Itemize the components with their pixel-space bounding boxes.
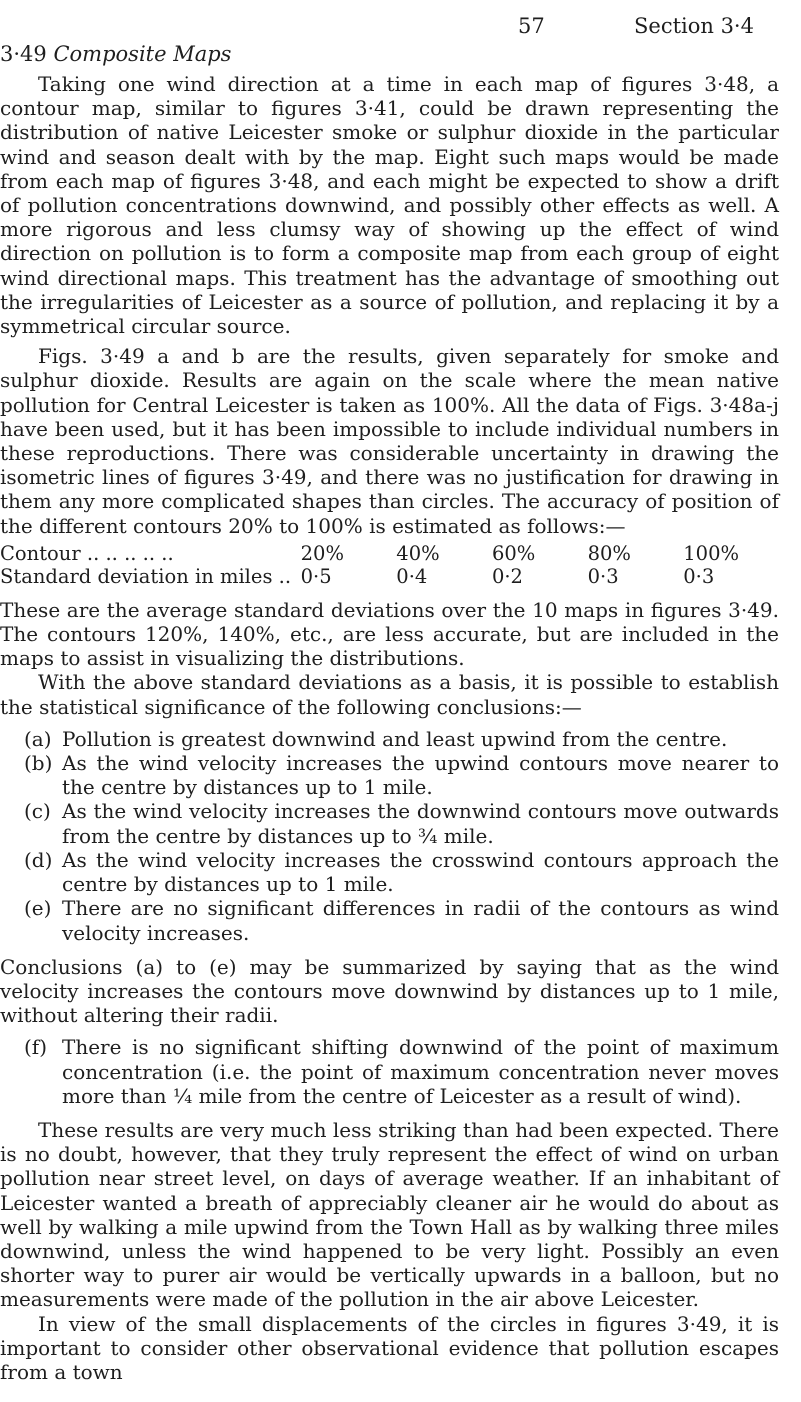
deviation-value: 0·4 (396, 564, 428, 588)
item-key: (d) (24, 847, 53, 872)
list-item (0, 727, 779, 751)
item-key: (b) (24, 751, 53, 776)
paragraph-5: Conclusions (a) to (e) may be summarized by saying that as the wind velocity increases the contours move downwind by distances up to 1 mile, without altering their radii. (0, 954, 779, 1028)
item-text: There is no significant shifting downwind of the point of maximum concentration (i.e. the point of maximum concentration never moves more than ¼ mile from the centre of Leicester as a result of wind). (62, 1035, 779, 1108)
item-text: As the wind velocity increases the upwind contours move nearer to the centre by distances up to 1 mile. (62, 751, 779, 800)
row-label-deviation: Standard deviation in miles .. (0, 564, 292, 588)
item-key: (c) (24, 799, 51, 824)
contour-value: 40% (396, 541, 440, 565)
paragraph-2: Figs. 3·49 a and b are the results, given separately for smoke and sulphur dioxide. Results are again on the scale where the mean native pollution for Central Leicester is taken as 100%. All the data of Figs. 3·48a-j have been used, but it has been impossible to include individual numbers in these reproductions. There was considerable uncertainty in drawing the isometric lines of figures 3·49, and there was no justification for drawing in them any more complicated shapes than circles. The accuracy of position of the different contours 20% to 100% is estimated as follows:— (0, 344, 779, 538)
list-item (0, 896, 779, 944)
standard-deviation-table (0, 542, 779, 588)
deviation-value: 0·3 (683, 564, 715, 588)
contour-value: 80% (587, 541, 631, 565)
paragraph-4: With the above standard deviations as a basis, it is possible to establish the statistical significance of the following conclusions:— (0, 670, 779, 719)
paragraph-6: These results are very much less striking than had been expected. There is no doubt, however, that they truly represent the effect of wind on urban pollution near street level, on days of average weather. If an inhabitant of Leicester wanted a breath of appreciably cleaner air he would do about as well by walking a mile upwind from the Town Hall as by walking three miles downwind, unless the wind happened to be very light. Possibly an even shorter way to purer air would be vertically upwards in a balloon, but no measurements were made of the pollution in the air above Leicester. (0, 1117, 779, 1312)
item-text: Pollution is greatest downwind and least upwind from the centre. (62, 726, 728, 751)
paragraph-3: These are the average standard deviations over the 10 maps in figures 3·49. The contours 120%, 140%, etc., are less accurate, but are included in the maps to assist in visualizing the distributions. (0, 597, 779, 671)
list-item (0, 799, 779, 847)
section-title (0, 42, 779, 66)
list-item (0, 751, 779, 799)
contour-value: 60% (491, 541, 536, 565)
item-key: (a) (24, 726, 52, 751)
item-text: There are no significant differences in radii of the contours as wind velocity increases. (62, 896, 779, 945)
deviation-value: 0·2 (491, 564, 523, 588)
item-text: As the wind velocity increases the downwind contours move outwards from the centre by distances up to ¾ mile. (62, 799, 779, 848)
row-label-contour: Contour .. .. .. .. .. (0, 541, 174, 565)
table-row-contour (0, 542, 779, 565)
item-key: (f) (24, 1035, 48, 1060)
paragraph-1: Taking one wind direction at a time in each map of figures 3·48, a contour map, similar to figures 3·41, could be drawn representing the distribution of native Leicester smoke or sulphur dioxide in the particular wind and season dealt with by the map. Eight such maps would be made from each map of figures 3·48, and each might be expected to show a drift of pollution concentrations downwind, and possibly other effects as well. A more rigorous and less clumsy way of showing up the effect of wind direction on pollution is to form a composite map from each group of eight wind directional maps. This treatment has the advantage of smoothing out the irregularities of Leicester as a source of pollution, and replacing it by a symmetrical circular source. (0, 72, 779, 339)
section-title-text: Composite Maps (53, 42, 232, 66)
page-number: 57 (518, 14, 545, 38)
paragraph-7: In view of the small displacements of the circles in figures 3·49, it is important to consider other observational evidence that pollution escapes from a town (0, 1311, 779, 1384)
section-label: Section 3·4 (634, 14, 754, 38)
conclusions-list (0, 727, 779, 945)
list-item (0, 1035, 779, 1108)
item-key: (e) (24, 896, 52, 921)
page-header (0, 8, 779, 42)
contour-value: 100% (683, 541, 739, 565)
deviation-value: 0·3 (587, 564, 619, 588)
contour-value: 20% (300, 541, 344, 565)
item-text: As the wind velocity increases the crosswind contours approach the centre by distances up to 1 mile. (62, 847, 779, 897)
conclusion-f (0, 1035, 779, 1108)
deviation-value: 0·5 (300, 564, 332, 588)
list-item (0, 848, 779, 896)
table-row-deviation (0, 565, 779, 588)
section-number: 3·49 (0, 42, 47, 66)
